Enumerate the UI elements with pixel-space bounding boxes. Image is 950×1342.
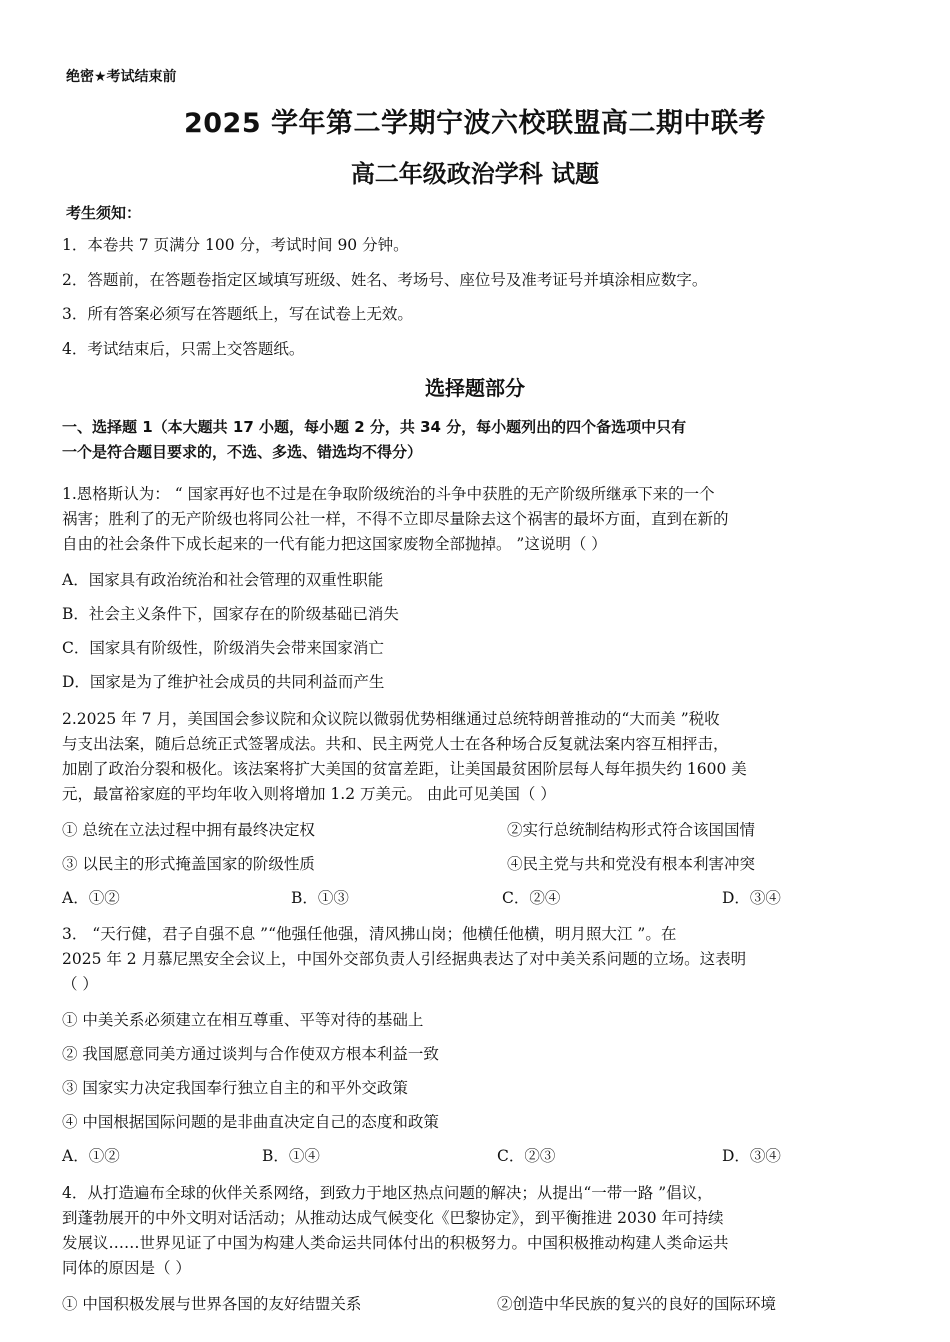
q1-option-d: D．国家是为了维护社会成员的共同利益而产生 [62,673,385,691]
q2-item-3: ③ 以民主的形式掩盖国家的阶级性质 [62,855,315,873]
exam-title: 2025 学年第二学期宁波六校联盟高二期中联考 [183,108,767,139]
q4-item-2: ②创造中华民族的复兴的良好的国际环境 [497,1295,777,1313]
q2-stem-line: 2.2025 年 7 月，美国国会参议院和众议院以微弱优势相继通过总统特朗普推动的“大而美 ”税收 [62,710,720,728]
notice-title: 考生须知： [66,204,142,222]
notice-item: 2．答题前，在答题卷指定区域填写班级、姓名、考场号、座位号及准考证号并填涂相应数字。 [62,271,708,289]
notice-item: 4．考试结束后，只需上交答题纸。 [62,340,305,358]
q3-stem-line: （ ） [62,975,98,993]
q3-item-4: ④ 中国根据国际问题的是非曲直决定自己的态度和政策 [62,1113,439,1131]
q3-stem-line: 2025 年 2 月慕尼黑安全会议上，中国外交部负责人引经据典表达了对中美关系问题的立场。这表明 [62,950,747,968]
q1-option-c: C．国家具有阶级性，阶级消失会带来国家消亡 [62,639,384,657]
q3-item-1: ① 中美关系必须建立在相互尊重、平等对待的基础上 [62,1011,424,1029]
q2-item-4: ④民主党与共和党没有根本利害冲突 [507,855,756,873]
q2-stem-line: 与支出法案，随后总统正式签署成法。共和、民主两党人士在各种场合反复就法案内容互相抨击， [62,735,729,753]
q3-choice-d: D．③④ [722,1147,781,1165]
notice-item: 3．所有答案必须写在答题纸上，写在试卷上无效。 [62,305,413,323]
section-instruction: 一、选择题 1（本大题共 17 小题，每小题 2 分，共 34 分，每小题列出的四个备选项中只有 [62,418,687,436]
q3-choice-c: C．②③ [497,1147,556,1165]
q3-choice-a: A．①② [62,1147,120,1165]
q4-stem-line: 同体的原因是（ ） [62,1259,191,1277]
q1-option-b: B．社会主义条件下，国家存在的阶级基础已消失 [62,605,399,623]
q4-stem-line: 到蓬勃展开的中外文明对话活动；从推动达成气候变化《巴黎协定》，到平衡推进 2030 年可持续 [62,1209,724,1227]
q1-option-a: A．国家具有政治统治和社会管理的双重性职能 [62,571,384,589]
q2-choice-b: B．①③ [291,889,349,907]
q1-stem-line: 自由的社会条件下成长起来的一代有能力把这国家废物全部抛掉。 ”这说明（ ） [62,535,607,553]
q3-stem-line: 3． “天行健，君子自强不息 ”“他强任他强，清风拂山岗；他横任他横，明月照大江 ”。在 [62,925,677,943]
section-title: 选择题部分 [425,376,525,400]
q1-stem-line: 1.恩格斯认为： “ 国家再好也不过是在争取阶级统治的斗争中获胜的无产阶级所继承下来的一个 [62,485,715,503]
q3-item-3: ③ 国家实力决定我国奉行独立自主的和平外交政策 [62,1079,408,1097]
exam-subtitle: 高二年级政治学科 试题 [350,160,600,188]
confidential-label: 绝密★考试结束前 [66,69,177,85]
q2-choice-c: C．②④ [502,889,561,907]
q2-stem-line: 加剧了政治分裂和极化。该法案将扩大美国的贫富差距，让美国最贫困阶层每人每年损失约 1600 美 [62,760,747,778]
q2-choice-d: D．③④ [722,889,781,907]
q2-choice-a: A．①② [62,889,120,907]
notice-item: 1．本卷共 7 页满分 100 分，考试时间 90 分钟。 [62,236,409,254]
q2-item-1: ① 总统在立法过程中拥有最终决定权 [62,821,315,839]
section-instruction: 一个是符合题目要求的，不选、多选、错选均不得分） [62,443,423,461]
q2-item-2: ②实行总统制结构形式符合该国国情 [507,821,756,839]
q4-stem-line: 4．从打造遍布全球的伙伴关系网络，到致力于地区热点问题的解决；从提出“一带一路 ”倡议， [62,1184,713,1202]
q1-stem-line: 祸害；胜利了的无产阶级也将同公社一样，不得不立即尽量除去这个祸害的最坏方面，直到在新的 [62,510,729,528]
q3-choice-b: B．①④ [262,1147,320,1165]
q4-stem-line: 发展议……世界见证了中国为构建人类命运共同体付出的积极努力。中国积极推动构建人类命运共 [62,1234,729,1252]
q3-item-2: ② 我国愿意同美方通过谈判与合作使双方根本利益一致 [62,1045,439,1063]
q4-item-1: ① 中国积极发展与世界各国的友好结盟关系 [62,1295,362,1313]
q2-stem-line: 元，最富裕家庭的平均年收入则将增加 1.2 万美元。 由此可见美国（ ） [62,785,556,803]
